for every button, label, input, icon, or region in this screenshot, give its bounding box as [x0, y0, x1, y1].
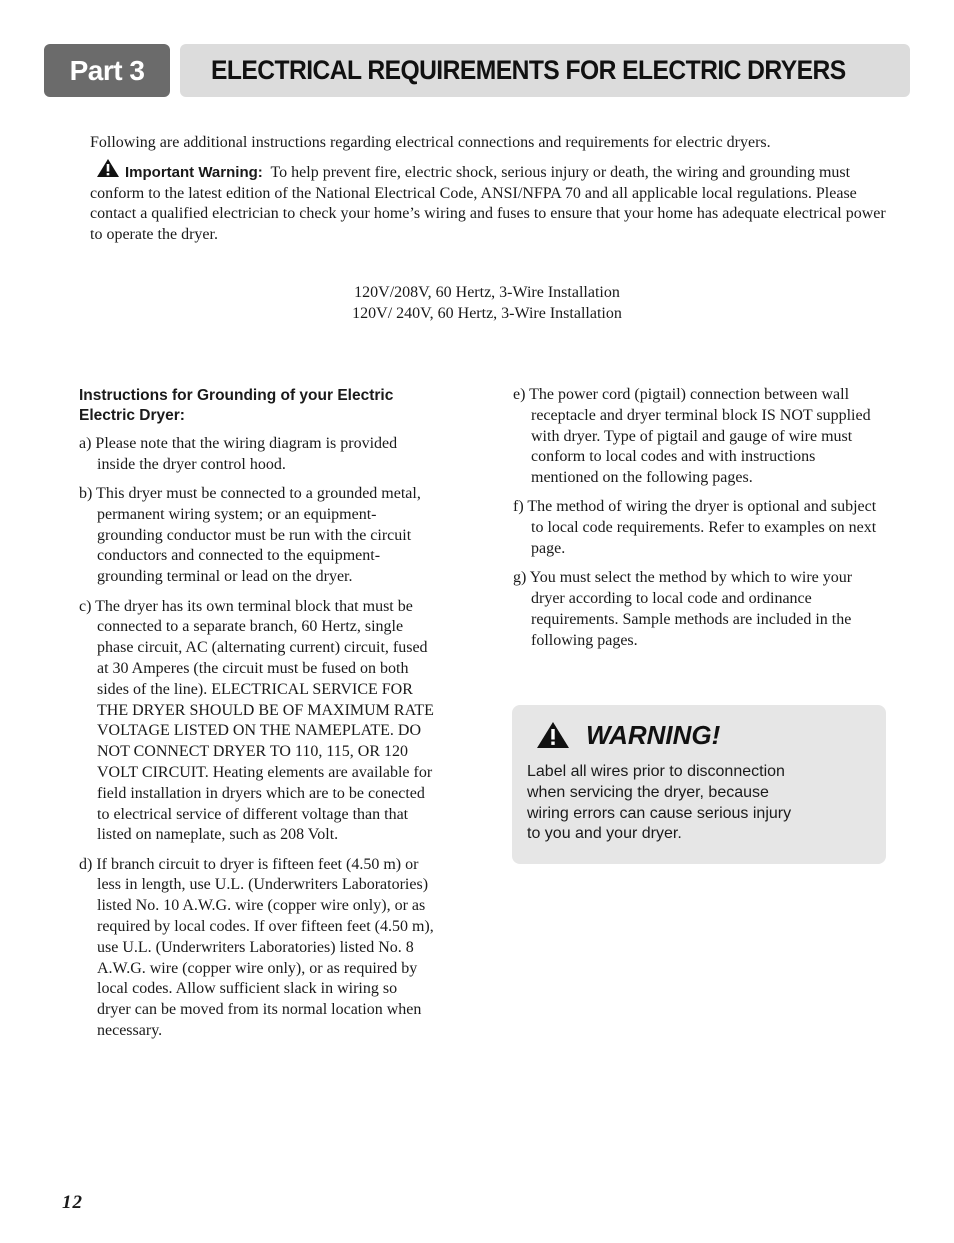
list-item: b) This dryer must be connected to a grounded metal, permanent wiring system; or an equipment-grounding conductor must be run with the circuit conductors and connected to the equipment-grounding terminal or lead on the dryer. — [79, 485, 421, 586]
warning-title: WARNING! — [586, 720, 721, 750]
grounding-column-right — [513, 385, 883, 660]
list-item: f) The method of wiring the dryer is optional and subject to local code requirements. Refer to examples on next page. — [513, 498, 877, 558]
warning-text: Label all wires prior to disconnection when servicing the dryer, because wiring errors can cause serious injury to you and your dryer. — [527, 763, 792, 843]
page-title: ELECTRICAL REQUIREMENTS FOR ELECTRIC DRYERS — [211, 55, 846, 85]
title-bar — [180, 44, 910, 97]
installation-type: 120V/208V, 60 Hertz, 3-Wire Installation — [354, 284, 620, 301]
installation-types — [0, 282, 954, 324]
intro-paragraph: Following are additional instructions regarding electrical connections and requirements for electric dryers. — [90, 134, 771, 151]
list-item: d) If branch circuit to dryer is fifteen feet (4.50 m) or less in length, use U.L. (Underwriters Laboratories) listed No. 10 A.W.G. wire (copper wire only), or as required by local codes. If over fifteen feet (4.50 m), use U.L. (Underwriters Laboratories) listed No. 8 A.W.G. wire (copper wire only), or as required by local codes. Allow sufficient slack in wiring so dryer can be moved from its normal location when necessary. — [79, 855, 434, 1040]
important-warning — [90, 158, 890, 245]
important-warning-lead: Important Warning: — [125, 164, 263, 181]
part-label: Part 3 — [44, 44, 170, 97]
grounding-heading: Instructions for Grounding of your Electric Electric Dryer: — [79, 387, 394, 424]
list-item: c) The dryer has its own terminal block that must be connected to a separate branch, 60 Hertz, single phase circuit, AC (alternating current) circuit, fused at 30 Amperes (the circuit must be fused on both sides of the line). ELECTRICAL SERVICE FOR THE DRYER SHOULD BE OF MAXIMUM RATE VOLTAGE LISTED ON THE NAMEPLATE. DO NOT CONNECT DRYER TO 110, 115, OR 120 VOLT CIRCUIT. Heating elements are available for field installation in dryers which are to be conected to electrical service of different voltage than that listed on nameplate, such as 208 Volt. — [79, 597, 434, 844]
grounding-column-left — [79, 386, 434, 1050]
list-item: e) The power cord (pigtail) connection between wall receptacle and dryer terminal block IS NOT supplied with dryer. Type of pigtail and gauge of wire must conform to local codes and with instructions mentioned on the following pages. — [513, 386, 871, 487]
important-warning-text: To help prevent fire, electric shock, serious injury or death, the wiring and grounding must conform to the latest edition of the National Electrical Code, ANSI/NFPA 70 and all applicable local regulations. Please contact a qualified electrician to check your home’s wiring and fuses to ensure that your home has adequate electrical power to operate the dryer. — [90, 164, 886, 243]
list-item: a) Please note that the wiring diagram is provided inside the dryer control hood. — [79, 435, 398, 473]
page-number: 12 — [62, 1192, 83, 1213]
warning-box — [512, 705, 886, 864]
warning-triangle-icon — [536, 721, 570, 749]
installation-type: 120V/ 240V, 60 Hertz, 3-Wire Installation — [352, 305, 622, 322]
list-item: g) You must select the method by which to wire your dryer according to local code and ordinance requirements. Sample methods are included in the following pages. — [513, 569, 853, 649]
warning-triangle-icon — [96, 158, 120, 178]
